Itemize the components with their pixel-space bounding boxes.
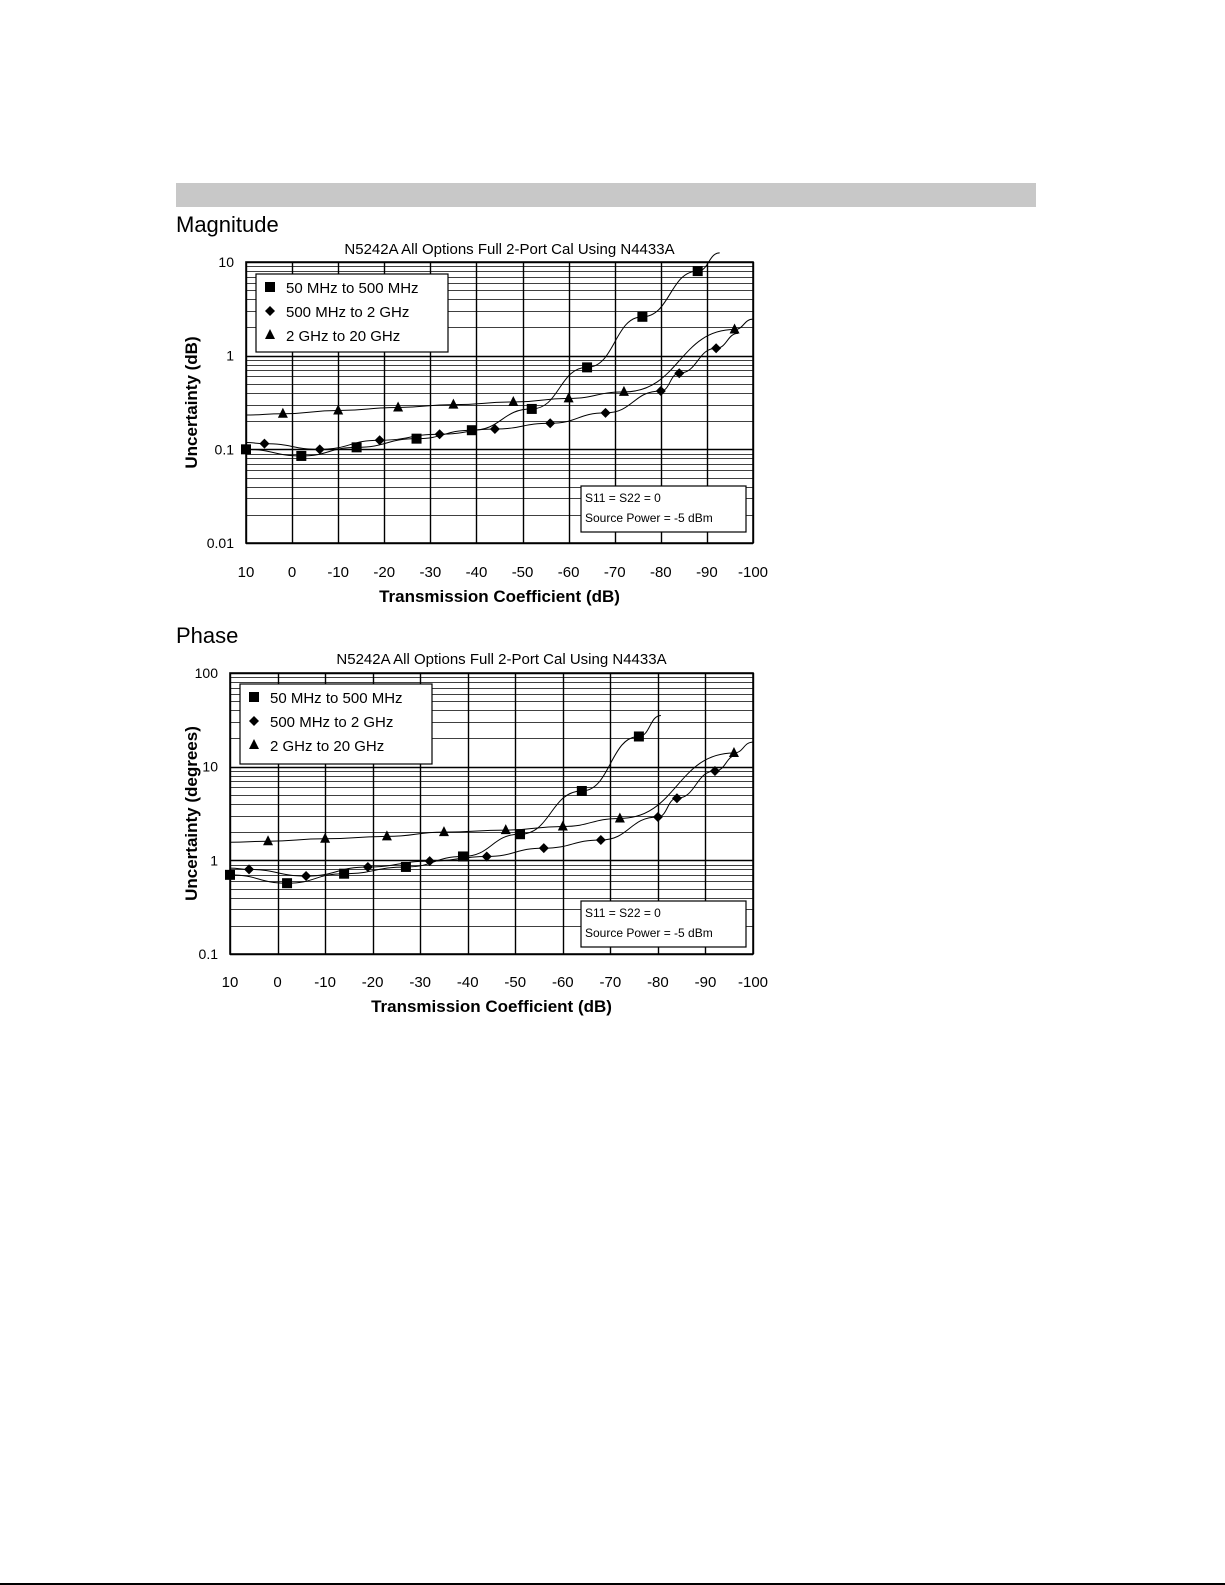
y-tick-label: 0.1 (214, 441, 234, 458)
x-tick-label: 0 (287, 564, 297, 581)
x-tick-label: -10 (327, 564, 350, 581)
legend-marker (265, 282, 275, 292)
x-tick-label: -50 (504, 974, 527, 991)
legend-marker (249, 692, 259, 702)
data-point (693, 266, 703, 276)
y-tick-label: 10 (202, 758, 218, 775)
legend-label: 50 MHz to 500 MHz (286, 280, 419, 297)
x-tick-label: -70 (599, 974, 622, 991)
x-tick-label: -20 (361, 974, 384, 991)
data-point (241, 444, 251, 454)
x-tick-label: -50 (511, 564, 534, 581)
x-axis-label: Transmission Coefficient (dB) (379, 587, 620, 606)
y-tick-label: 0.01 (206, 535, 234, 551)
data-point (467, 425, 477, 435)
chart-title: N5242A All Options Full 2-Port Cal Using N4433A (344, 241, 675, 258)
legend-label: 2 GHz to 20 GHz (270, 738, 385, 755)
data-point (401, 862, 411, 872)
annotation (581, 486, 746, 532)
legend (256, 274, 448, 352)
data-point (296, 451, 306, 461)
chart-phase (182, 651, 768, 1016)
y-axis-label: Uncertainty (degrees) (182, 726, 201, 901)
x-tick-labels (238, 564, 768, 581)
data-point (582, 362, 592, 372)
x-tick-label: -70 (603, 564, 626, 581)
y-tick-labels (207, 254, 234, 551)
x-tick-label: 10 (221, 974, 239, 991)
phase-section-title: Phase (176, 623, 239, 648)
data-point (637, 312, 647, 322)
x-tick-label: -10 (314, 974, 336, 991)
data-point (352, 442, 362, 452)
annotation-text: S11 = S22 = 0 (585, 906, 661, 920)
x-tick-label: -40 (465, 564, 488, 581)
chart-magnitude (182, 241, 768, 606)
x-tick-label: -80 (649, 564, 672, 581)
x-tick-label: -100 (737, 564, 769, 581)
x-tick-label: 10 (237, 564, 255, 581)
annotation-text: Source Power = -5 dBm (585, 926, 713, 940)
y-tick-label: 0.1 (198, 946, 218, 962)
y-tick-label: 1 (226, 347, 234, 364)
data-point (412, 434, 422, 444)
x-tick-label: -30 (409, 974, 432, 991)
x-tick-label: -60 (551, 974, 574, 991)
legend-label: 2 GHz to 20 GHz (286, 328, 401, 345)
x-tick-label: -100 (737, 974, 769, 991)
y-tick-label: 10 (218, 254, 234, 270)
data-point (634, 731, 644, 741)
annotation-text: Source Power = -5 dBm (585, 511, 713, 525)
x-tick-labels (222, 974, 768, 991)
legend-label: 500 MHz to 2 GHz (286, 304, 410, 321)
x-tick-label: -90 (696, 564, 718, 581)
x-tick-label: -40 (456, 974, 479, 991)
x-tick-label: 0 (273, 974, 282, 991)
data-point (515, 829, 525, 839)
legend-label: 50 MHz to 500 MHz (270, 690, 403, 707)
data-point (225, 870, 235, 880)
data-point (339, 869, 349, 879)
magnitude-section-title: Magnitude (176, 212, 279, 237)
x-tick-label: -60 (557, 564, 580, 581)
annotation-text: S11 = S22 = 0 (585, 491, 661, 505)
y-tick-label: 1 (210, 852, 218, 869)
legend-label: 500 MHz to 2 GHz (270, 714, 394, 731)
chart-title: N5242A All Options Full 2-Port Cal Using N4433A (336, 651, 667, 668)
data-point (458, 851, 468, 861)
x-tick-label: -80 (647, 974, 669, 991)
x-tick-label: -30 (419, 564, 442, 581)
annotation (581, 901, 746, 947)
x-axis-label: Transmission Coefficient (dB) (371, 997, 612, 1016)
data-point (282, 878, 292, 888)
y-tick-label: 100 (194, 665, 218, 681)
legend (240, 684, 432, 764)
y-axis-label: Uncertainty (dB) (182, 336, 201, 469)
x-tick-label: -90 (694, 974, 717, 991)
data-point (577, 786, 587, 796)
x-tick-label: -20 (373, 564, 396, 581)
data-point (527, 404, 537, 414)
